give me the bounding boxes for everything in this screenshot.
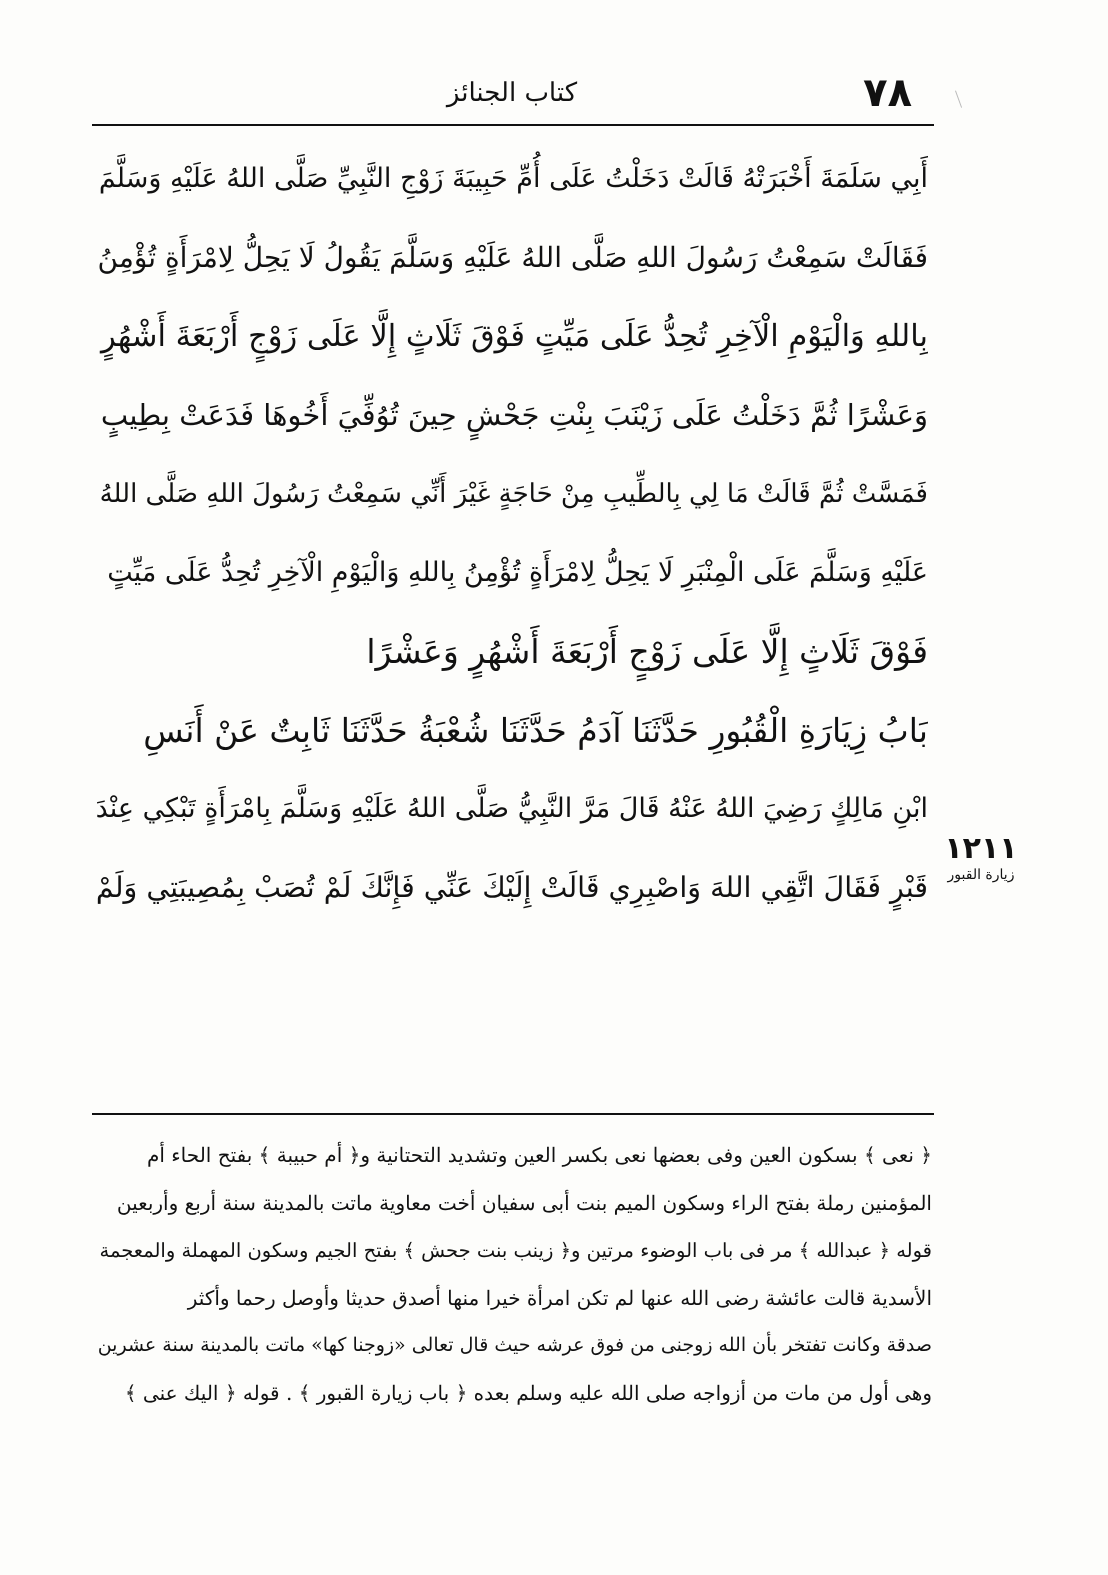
footnote-rule xyxy=(92,1113,934,1115)
text-line: بِاللهِ وَالْيَوْمِ الْآخِرِ تُحِدُّ عَلَى مَيِّتٍ فَوْقَ ثَلَاثٍ إِلَّا عَلَى زَوْجٍ أَرْبَعَةَ أَشْهُرٍ xyxy=(101,318,928,354)
footnotes xyxy=(96,1132,932,1417)
text-line: فَقَالَتْ سَمِعْتُ رَسُولَ اللهِ صَلَّى اللهُ عَلَيْهِ وَسَلَّمَ يَقُولُ لَا يَحِلُّ لِامْرَأَةٍ تُؤْمِنُ xyxy=(97,240,928,274)
paper-mark xyxy=(955,90,963,108)
chapter-heading-line: بَابُ زِيَارَةِ الْقُبُورِ حَدَّثَنَا آدَمُ حَدَّثَنَا شُعْبَةُ حَدَّثَنَا ثَابِتٌ عَنْ أَنَسِ xyxy=(143,710,928,750)
margin-chapter-label: زيارة القبور xyxy=(947,867,1015,883)
text-line: وَعَشْرًا ثُمَّ دَخَلْتُ عَلَى زَيْنَبَ بِنْتِ جَحْشٍ حِينَ تُوُفِّيَ أَخُوهَا فَدَعَتْ بِطِيبٍ xyxy=(100,398,928,433)
header-rule xyxy=(92,124,934,126)
page-number: ٧٨ xyxy=(863,70,912,116)
running-title: كتاب الجنائز xyxy=(446,78,578,108)
page-header xyxy=(92,70,932,126)
text-line: عَلَيْهِ وَسَلَّمَ عَلَى الْمِنْبَرِ لَا يَحِلُّ لِامْرَأَةٍ تُؤْمِنُ بِاللهِ وَالْيَوْمِ الْآخِرِ تُحِدُّ عَلَى مَيِّتٍ xyxy=(107,556,928,588)
footnote-line: وهى أول من مات من أزواجه صلى الله عليه وسلم بعده ﴿ باب زيارة القبور ﴾ . قوله ﴿ اليك عنى ﴾ xyxy=(124,1380,932,1405)
hadith-text xyxy=(96,140,928,928)
text-line: فَمَسَّتْ ثُمَّ قَالَتْ مَا لِي بِالطِّيبِ مِنْ حَاجَةٍ غَيْرَ أَنِّي سَمِعْتُ رَسُولَ اللهِ صَلَّى اللهُ xyxy=(99,479,928,510)
footnote-line: قوله ﴿ عبدالله ﴾ مر فى باب الوضوء مرتين و﴿ زينب بنت جحش ﴾ بفتح الجيم وسكون المهملة والمعجمة xyxy=(99,1239,932,1262)
text-line: أَبِي سَلَمَةَ أَخْبَرَتْهُ قَالَتْ دَخَلْتُ عَلَى أُمِّ حَبِيبَةَ زَوْجِ النَّبِيِّ صَلَّى اللهُ عَلَيْهِ وَسَلَّمَ xyxy=(98,163,928,194)
footnote-line: صدقة وكانت تفتخر بأن الله زوجنى من فوق عرشه حيث قال تعالى «زوجنا كها» ماتت بالمدينة سنة عشرين xyxy=(97,1334,932,1356)
footnote-line: الأسدية قالت عائشة رضى الله عنها لم تكن امرأة خيرا منها أصدق حديثا وأوصل رحما وأكثر xyxy=(187,1285,932,1310)
text-line: قَبْرٍ فَقَالَ اتَّقِي اللهَ وَاصْبِرِي قَالَتْ إِلَيْكَ عَنِّي فَإِنَّكَ لَمْ تُصَبْ بِمُصِيبَتِي وَلَمْ xyxy=(96,871,928,905)
text-line: ابْنِ مَالِكٍ رَضِيَ اللهُ عَنْهُ قَالَ مَرَّ النَّبِيُّ صَلَّى اللهُ عَلَيْهِ وَسَلَّمَ بِامْرَأَةٍ تَبْكِي عِنْدَ xyxy=(96,793,928,825)
margin-note xyxy=(936,832,1026,884)
hadith-number: ١٢١١ xyxy=(944,831,1018,866)
footnote-line: ﴿ نعى ﴾ بسكون العين وفى بعضها نعى بكسر العين وتشديد التحتانية و﴿ أم حبيبة ﴾ بفتح الحاء أم xyxy=(146,1143,932,1167)
text-line: فَوْقَ ثَلَاثٍ إِلَّا عَلَى زَوْجٍ أَرْبَعَةَ أَشْهُرٍ وَعَشْرًا xyxy=(366,631,928,671)
footnote-line: المؤمنين رملة بفتح الراء وسكون الميم بنت أبى سفيان أخت معاوية ماتت بالمدينة سنة أربع وأربعين xyxy=(116,1190,932,1215)
